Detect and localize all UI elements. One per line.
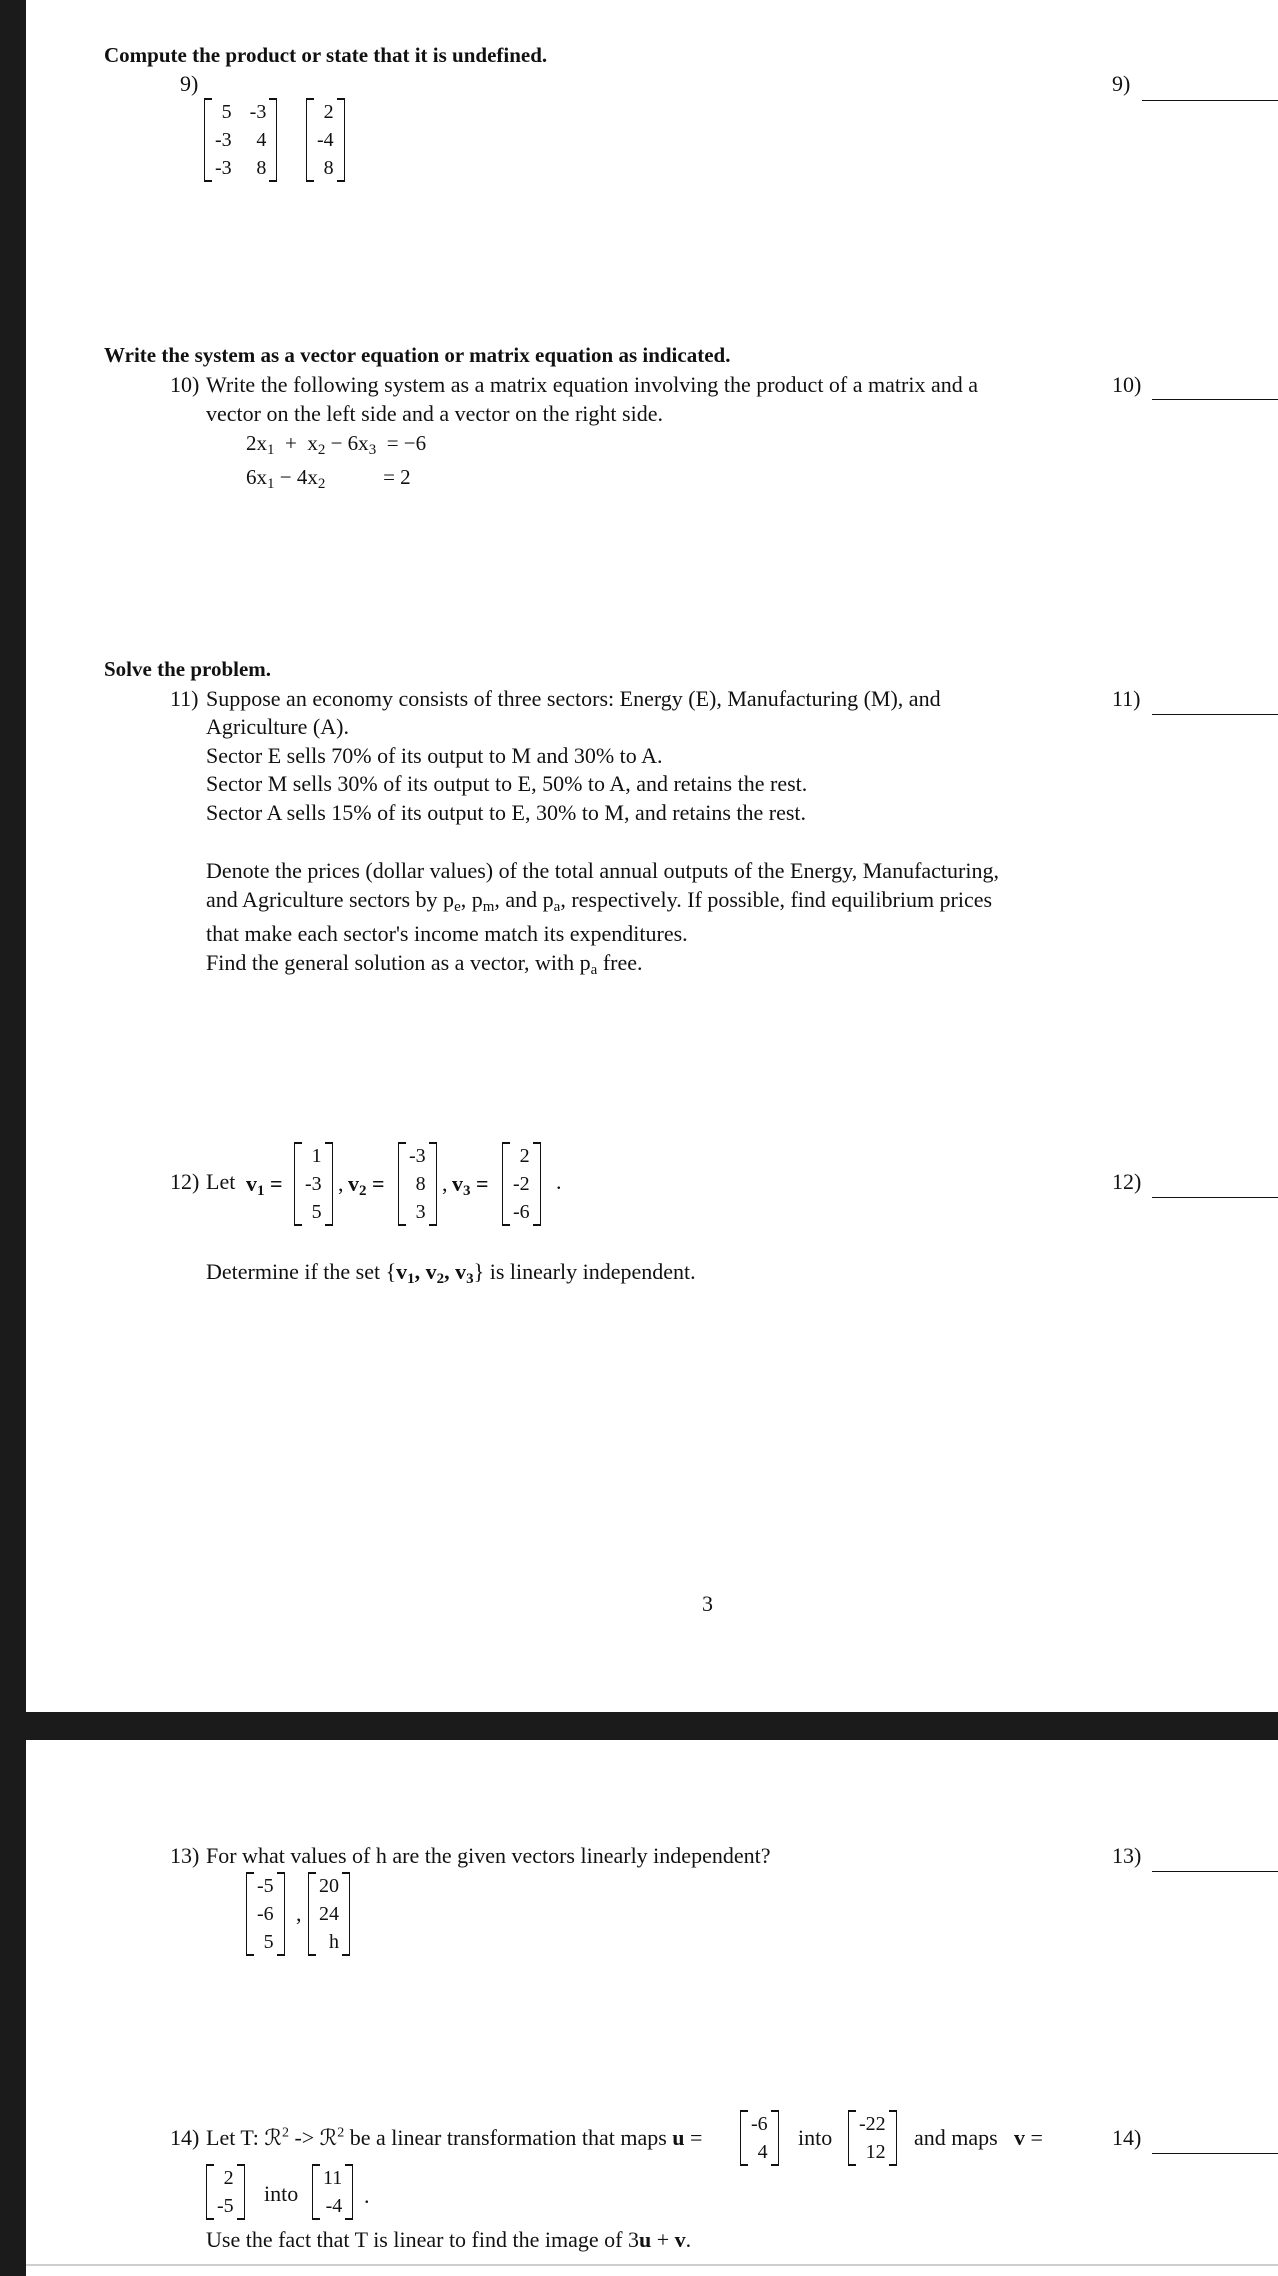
vector-cell: 12: [865, 2141, 886, 2163]
vector-cell: -5: [257, 1875, 274, 1897]
problem-14-last-line: Use the fact that T is linear to find the image of 3u + v.: [206, 2227, 692, 2252]
problem-10-text-2: vector on the left side and a vector on the right side.: [206, 401, 663, 426]
vector-cell: -3: [305, 1173, 322, 1195]
into-1: into: [798, 2125, 833, 2150]
matrix-cell: 5: [221, 101, 232, 123]
section-heading-compute: Compute the product or state that it is undefined.: [104, 43, 548, 67]
answer-13-blank[interactable]: [1152, 1871, 1278, 1872]
vector-13-a: [246, 1872, 285, 1956]
vector-cell: 4: [757, 2141, 768, 2163]
vector-cell: 3: [415, 1201, 426, 1223]
problem-14-number: 14): [170, 2125, 200, 2150]
period: .: [364, 2183, 370, 2208]
v1-label: $v_1$ =: [246, 1171, 283, 1199]
answer-12-blank[interactable]: [1152, 1197, 1278, 1198]
section-heading-write-system: Write the system as a vector equation or matrix equation as indicated.: [104, 343, 731, 367]
matrix-cell: 8: [256, 157, 267, 179]
vector-cell: h: [329, 1931, 339, 1953]
answer-14-blank[interactable]: [1152, 2153, 1278, 2154]
vector-cell: 24: [319, 1903, 339, 1925]
vector-cell: -5: [217, 2195, 234, 2217]
vector-cell: 8: [415, 1173, 426, 1195]
vector-cell: 1: [311, 1145, 322, 1167]
problem-11-line-2: Agriculture (A).: [206, 714, 349, 739]
comma: ,: [338, 1171, 344, 1196]
into-2: into: [264, 2181, 299, 2206]
vector-cell: 8: [323, 157, 334, 179]
vector-v3: [502, 1142, 541, 1226]
vector-cell: 2: [223, 2167, 234, 2189]
page-number: 3: [702, 1591, 713, 1616]
matrix-9-A: [204, 98, 277, 182]
problem-11-line-5: Sector A sells 15% of its output to E, 30% to M, and retains the rest.: [206, 800, 807, 825]
vector-v2: [398, 1142, 437, 1226]
vector-tv: [312, 2164, 353, 2220]
problem-12-let: Let: [206, 1169, 236, 1194]
bottom-edge: [26, 2264, 1278, 2266]
problem-12-question: Determine if the set {$v_1$, $v_2$, $v_3$} is linearly independent.: [206, 1259, 696, 1287]
answer-10-label: 10): [1112, 372, 1142, 397]
vector-v: [206, 2164, 245, 2220]
problem-11-line-6: Denote the prices (dollar values) of the total annual outputs of the Energy, Manufacturing,: [206, 858, 999, 883]
problem-11-line-3: Sector E sells 70% of its output to M and 30% to A.: [206, 743, 663, 768]
problem-9-number: 9): [180, 71, 199, 96]
answer-12-label: 12): [1112, 1169, 1142, 1194]
problem-10-number: 10): [170, 372, 200, 397]
v-label: v =: [1014, 2125, 1043, 2150]
problem-12-number: 12): [170, 1169, 200, 1194]
v3-label: $v_3$ =: [452, 1171, 489, 1199]
problem-13-text: For what values of h are the given vectors linearly independent?: [206, 1843, 771, 1868]
vector-cell: -4: [317, 129, 334, 151]
matrix-cell: -3: [249, 101, 267, 123]
problem-14-text-a: Let T: ℛ$^2$ -> ℛ$^2$ be a linear transformation that maps u =: [206, 2125, 703, 2150]
page-separator-bar: [0, 1712, 1278, 1740]
matrix-cell: -3: [215, 129, 232, 151]
section-heading-solve: Solve the problem.: [104, 657, 272, 681]
problem-11-line-4: Sector M sells 30% of its output to E, 50% to A, and retains the rest.: [206, 771, 808, 796]
answer-14-label: 14): [1112, 2125, 1142, 2150]
problem-11-number: 11): [170, 686, 199, 711]
vector-cell: -4: [325, 2195, 343, 2217]
period: .: [556, 1169, 562, 1194]
problem-11-line-1: Suppose an economy consists of three sectors: Energy (E), Manufacturing (M), and: [206, 686, 941, 711]
system-equation-2: $6x_1 - 4x_2$ = 2: [246, 465, 411, 492]
vector-cell: -6: [513, 1201, 530, 1223]
answer-11-blank[interactable]: [1152, 714, 1278, 715]
problem-13-number: 13): [170, 1843, 200, 1868]
v2-label: $v_2$ =: [348, 1171, 385, 1199]
vector-cell: 5: [311, 1201, 322, 1223]
vector-9-x: [306, 98, 345, 182]
problem-11-line-9: Find the general solution as a vector, with $p_a$ free.: [206, 950, 643, 978]
vector-cell: 11: [323, 2167, 343, 2189]
matrix-cell: 4: [256, 129, 267, 151]
answer-11-label: 11): [1112, 686, 1141, 711]
vector-13-b: [308, 1872, 350, 1956]
vector-cell: 2: [323, 101, 334, 123]
answer-13-label: 13): [1112, 1843, 1142, 1868]
vector-v1: [294, 1142, 333, 1226]
problem-11-line-8: that make each sector's income match its expenditures.: [206, 921, 688, 946]
answer-9-label: 9): [1112, 71, 1131, 96]
answer-10-blank[interactable]: [1152, 399, 1278, 400]
vector-cell: -2: [513, 1173, 530, 1195]
answer-9-blank[interactable]: [1142, 100, 1278, 101]
matrix-cell: -3: [215, 157, 232, 179]
problem-10-text-1: Write the following system as a matrix equation involving the product of a matrix and a: [206, 372, 978, 397]
vector-cell: 2: [519, 1145, 530, 1167]
comma: ,: [442, 1171, 448, 1196]
vector-cell: -6: [751, 2113, 768, 2135]
vector-cell: 5: [263, 1931, 274, 1953]
problem-11-line-7: and Agriculture sectors by $p_e$, $p_m$, and $p_a$, respectively. If possible, find equilibrium prices: [206, 887, 993, 915]
vector-cell: -3: [409, 1145, 426, 1167]
system-equation-1: $2x_1 + x_2 - 6x_3 = -6$: [246, 431, 427, 458]
left-dark-border: [0, 0, 26, 2276]
vector-cell: -6: [257, 1903, 274, 1925]
vector-u: [740, 2110, 779, 2166]
comma: ,: [296, 1901, 302, 1926]
vector-cell: 20: [319, 1875, 339, 1897]
vector-cell: -22: [859, 2113, 886, 2135]
and-maps: and maps: [914, 2125, 998, 2150]
vector-tu: [848, 2110, 897, 2166]
